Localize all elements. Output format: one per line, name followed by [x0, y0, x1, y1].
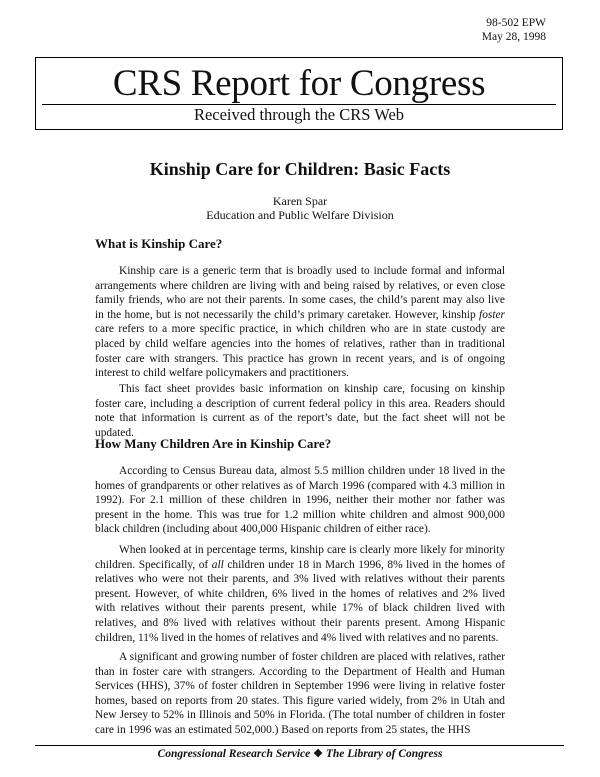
- report-number: 98-502 EPW: [486, 17, 546, 29]
- emphasis-text: all: [211, 558, 224, 571]
- paragraph-fact-sheet-scope: This fact sheet provides basic information on kinship care, focusing on kinship foster care, including a description of current federal policy in this area. Readers should note that information is current as of the report’s date, but the fact sheet will not be updated.: [95, 383, 505, 439]
- paragraph-text: When looked at in percentage terms, kinship care is clearly more likely for minority children. Specifically, of: [95, 544, 505, 571]
- emphasis-text: foster: [479, 308, 505, 321]
- paragraph-text: children under 18 in March 1996, 8% lived in the homes of relatives who were not their parents, and 3% lived with relatives without their parents present. However, of white children, 6% lived in the homes of relatives and 2% lived with relatives without their parents present, while 17% of black children lived with relatives, and 8% lived with relatives without their parents present. Among Hispanic children, 11% lived in the homes of relatives and 4% lived with relatives and no parents.: [95, 558, 505, 644]
- paragraph-percentage-terms: [95, 543, 505, 645]
- diamond-ornament-icon: ❖: [313, 748, 323, 760]
- footer-crs: Congressional Research Service: [157, 748, 311, 760]
- report-date: May 28, 1998: [481, 31, 546, 43]
- section-heading-how-many-children: How Many Children Are in Kinship Care?: [95, 436, 332, 451]
- author-division: Education and Public Welfare Division: [206, 208, 394, 222]
- crs-banner: [35, 57, 563, 130]
- banner-subtitle: Received through the CRS Web: [193, 105, 405, 124]
- paragraph-text: Kinship care is a generic term that is broadly used to include formal and informal arrangements where children are living with and being raised by relatives, or even close family friends, who are not their parents. In some cases, the child’s parent may also live in the home, but is not necessarily the child’s primary caretaker. However, kinship: [95, 265, 505, 321]
- author-name: Karen Spar: [272, 194, 328, 208]
- document-identifier: [482, 16, 546, 44]
- report-title: Kinship Care for Children: Basic Facts: [149, 159, 451, 179]
- section-heading-what-is-kinship-care: What is Kinship Care?: [95, 236, 223, 251]
- banner-title: CRS Report for Congress: [112, 63, 486, 104]
- footer-library: The Library of Congress: [325, 748, 443, 760]
- page-footer: [0, 747, 600, 761]
- footer-divider: [35, 745, 564, 746]
- paragraph-text: care refers to a more specific practice, in which children who are in state custody are placed by child welfare agencies into the homes of relatives, rather than in traditional foster care with strangers. This practice has grown in recent years, and is of ongoing interest to child welfare policymakers and practitioners.: [95, 323, 505, 380]
- paragraph-definition: [95, 264, 505, 381]
- paragraph-census-data: According to Census Bureau data, almost 5.5 million children under 18 lived in the homes of grandparents or other relatives as of March 1996 (compared with 4.3 million in 1992). For 2.1 million of these children in 1996, neither their mother nor father was present in the home. This was true for 1.2 million white children and almost 900,000 black children (including about 400,000 Hispanic children of either race).: [95, 465, 505, 536]
- paragraph-foster-children: A significant and growing number of foster children are placed with relatives, rather than in foster care with strangers. According to the Department of Health and Human Services (HHS), 37% of foster children in September 1996 were living in relative foster homes, based on reports from 20 states. This figure varied widely, from 2% in Utah and New Jersey to 52% in Illinois and 50% in Florida. (The total number of children in foster care in 1996 was an estimated 502,000.) Based on reports from 25 states, the HHS: [95, 651, 505, 736]
